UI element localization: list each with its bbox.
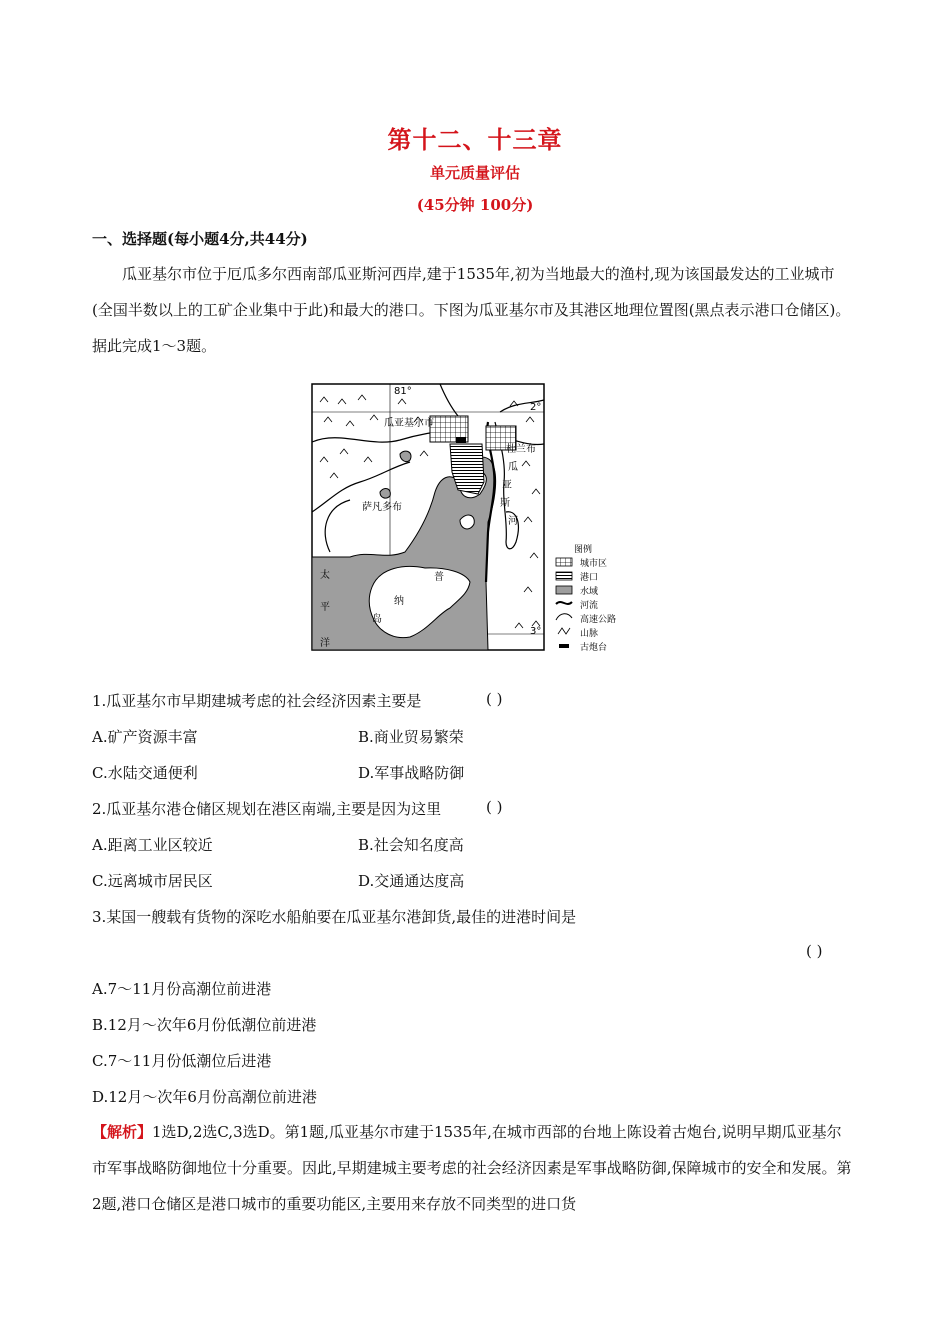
analysis-paragraph <box>92 1114 854 1222</box>
map-duran-label: 杜兰布 <box>506 444 536 455</box>
question-3-option-d: D.12月～次年6月份高潮位前进港 <box>92 1088 317 1106</box>
legend-title: 图例 <box>574 545 593 555</box>
analysis-text: 1选D,2选C,3选D。第1题,瓜亚基尔市建于1535年,在城市西部的台地上陈设着古炮台,说明早期瓜亚基尔市军事战略防御地位十分重要。因此,早期建城主要考虑的社会经济因素是军事战略防御,保障城市的安全和发展。第2题,港口仓储区是港口城市的重要功能区,主要用来存放不同类型的进口货 <box>92 1123 852 1213</box>
question-1-answer-blank: ( ) <box>486 690 503 708</box>
chapter-title: 第十二、十三章 <box>387 125 563 154</box>
question-2-answer-blank: ( ) <box>486 798 503 816</box>
map-latitude-bottom-label: 3° <box>530 626 542 637</box>
assessment-subtitle: 单元质量评估 <box>429 164 520 182</box>
legend-item-river: 河流 <box>580 601 599 611</box>
map-legend <box>556 543 616 653</box>
map-island-label-1: 普 <box>434 572 444 583</box>
question-2-option-b: B.社会知名度高 <box>358 836 464 854</box>
legend-item-fort: 古炮台 <box>580 643 608 653</box>
question-1-stem: 1.瓜亚基尔市早期建城考虑的社会经济因素主要是 <box>92 692 422 710</box>
legend-item-water: 水域 <box>580 587 599 597</box>
legend-item-city: 城市区 <box>580 559 608 569</box>
section-heading: 一、选择题(每小题4分,共44分) <box>92 230 308 248</box>
map-city-label: 瓜亚基尔市 <box>384 418 434 429</box>
map-river-label-4: 河 <box>508 516 518 527</box>
time-score-info: (45分钟 100分) <box>416 196 534 214</box>
map-island-label-2: 纳 <box>394 596 404 607</box>
map-river-label-1: 瓜 <box>508 462 518 473</box>
legend-item-highway: 高速公路 <box>580 615 617 625</box>
map-longitude-label: 81° <box>394 386 412 397</box>
question-3-option-a: A.7～11月份高潮位前进港 <box>92 980 272 998</box>
question-1-option-c: C.水陆交通便利 <box>92 764 198 782</box>
question-2-option-c: C.远离城市居民区 <box>92 872 213 890</box>
question-3-answer-blank: ( ) <box>806 942 823 960</box>
legend-item-port: 港口 <box>580 573 599 583</box>
question-2-option-d: D.交通通达度高 <box>358 872 465 890</box>
question-1-option-b: B.商业贸易繁荣 <box>358 728 464 746</box>
map-island-label-3: 岛 <box>372 614 382 625</box>
map-ocean-label-3: 洋 <box>320 638 330 649</box>
question-3-option-c: C.7～11月份低潮位后进港 <box>92 1052 272 1070</box>
analysis-tag: 【解析】 <box>92 1123 153 1141</box>
intro-paragraph: 瓜亚基尔市位于厄瓜多尔西南部瓜亚斯河西岸,建于1535年,初为当地最大的渔村,现为该国最发达的工业城市(全国半数以上的工矿企业集中于此)和最大的港口。下图为瓜亚基尔市及其港区地理位置图(黑点表示港口仓储区)。据此完成1～3题。 <box>92 265 851 355</box>
question-3-stem: 3.某国一艘载有货物的深吃水船舶要在瓜亚基尔港卸货,最佳的进港时间是 <box>92 908 577 926</box>
map-ocean-label-1: 太 <box>320 570 330 581</box>
question-1-option-d: D.军事战略防御 <box>358 764 465 782</box>
question-1-option-a: A.矿产资源丰富 <box>92 728 198 746</box>
map-river-label-2: 亚 <box>502 480 512 491</box>
question-2-option-a: A.距离工业区较近 <box>92 836 213 854</box>
map-river-label-3: 斯 <box>500 498 510 509</box>
legend-item-mountain: 山脉 <box>580 629 599 639</box>
question-2-stem: 2.瓜亚基尔港仓储区规划在港区南端,主要是因为这里 <box>92 800 442 818</box>
map-latitude-top-label: 2° <box>530 402 542 413</box>
location-map <box>310 382 670 654</box>
map-samborondon-label: 萨凡多布 <box>362 502 402 513</box>
question-3-option-b: B.12月～次年6月份低潮位前进港 <box>92 1016 317 1034</box>
fort-marker <box>456 437 466 443</box>
map-ocean-label-2: 平 <box>320 602 330 613</box>
